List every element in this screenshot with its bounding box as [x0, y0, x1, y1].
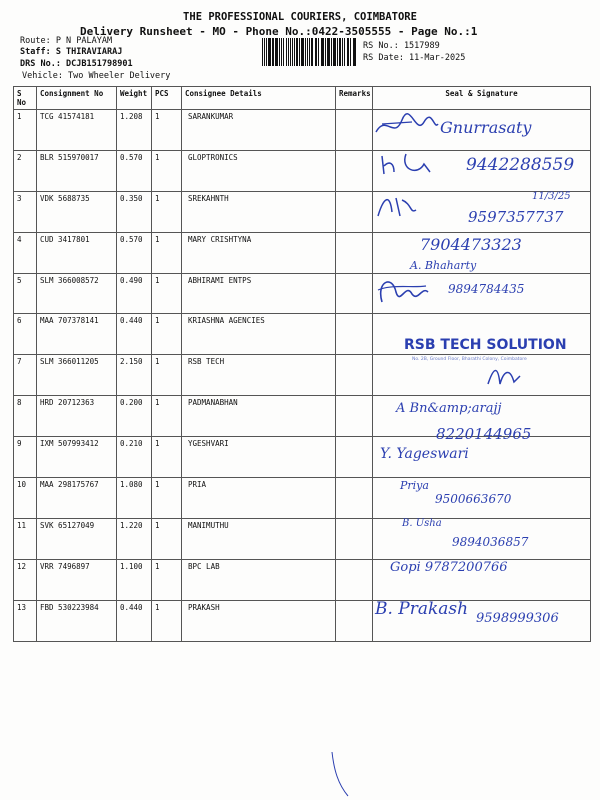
cell-remarks — [336, 396, 373, 437]
barcode-bar — [348, 38, 349, 66]
table-row — [14, 396, 591, 437]
rs-number: RS No.: 1517989 — [363, 41, 440, 51]
cell-weight: 0.570 — [117, 232, 152, 273]
barcode-bar — [286, 38, 287, 66]
cell-weight: 1.080 — [117, 478, 152, 519]
table-row — [14, 437, 591, 478]
cell-sno: 12 — [14, 559, 37, 600]
barcode-bar — [292, 38, 293, 66]
company-stamp-address: No. 2B, Ground Floor, Bharathi Colony, Coimbatore — [412, 357, 527, 362]
cell-remarks — [336, 518, 373, 559]
barcode-bar — [277, 38, 278, 66]
table-row — [14, 232, 591, 273]
table-row — [14, 314, 591, 355]
cell-weight: 0.440 — [117, 314, 152, 355]
barcode-bar — [316, 38, 317, 66]
rs-date: RS Date: 11-Mar-2025 — [363, 53, 466, 63]
handwritten-phone-row2: 9442288559 — [466, 155, 575, 175]
col-header-consignee: Consignee Details — [182, 87, 336, 110]
cell-consignment: TCG 41574181 — [37, 110, 117, 151]
cell-consignee: GLOPTRONICS — [182, 150, 336, 191]
table-row — [14, 478, 591, 519]
cell-signature — [373, 437, 591, 478]
table-row — [14, 600, 591, 641]
col-header-signature: Seal & Signature — [373, 87, 591, 110]
table-row — [14, 150, 591, 191]
handwritten-phone-row11: 9894036857 — [452, 535, 529, 549]
barcode-bar — [331, 38, 332, 66]
handwritten-phone-row5: 9894784435 — [448, 282, 525, 296]
cell-pcs: 1 — [152, 437, 182, 478]
barcode-bar — [279, 38, 280, 66]
cell-consignment: MAA 298175767 — [37, 478, 117, 519]
handwritten-phone-row8: 8220144965 — [436, 425, 532, 443]
cell-pcs: 1 — [152, 110, 182, 151]
cell-consignee: PRAKASH — [182, 600, 336, 641]
cell-weight: 1.208 — [117, 110, 152, 151]
barcode-bar — [283, 38, 285, 66]
barcode-bar — [354, 38, 356, 66]
cell-remarks — [336, 150, 373, 191]
table-row — [14, 110, 591, 151]
barcode-bar — [299, 38, 300, 66]
cell-consignment: CUD 3417801 — [37, 232, 117, 273]
cell-consignee: RSB TECH — [182, 355, 336, 396]
cell-sno: 4 — [14, 232, 37, 273]
barcode-bar — [337, 38, 338, 66]
cell-consignee: PADMANABHAN — [182, 396, 336, 437]
cell-consignment: VDK 5688735 — [37, 191, 117, 232]
cell-consignment: MAA 707378141 — [37, 314, 117, 355]
cell-consignee: BPC LAB — [182, 559, 336, 600]
barcode — [262, 38, 357, 66]
company-title: THE PROFESSIONAL COURIERS, COIMBATORE — [183, 11, 417, 23]
cell-weight: 2.150 — [117, 355, 152, 396]
cell-signature — [373, 355, 591, 396]
staff-label: Staff: S THIRAVIARAJ — [20, 47, 123, 57]
cell-sno: 11 — [14, 518, 37, 559]
barcode-bar — [264, 38, 265, 66]
cell-pcs: 1 — [152, 478, 182, 519]
cell-pcs: 1 — [152, 191, 182, 232]
cell-pcs: 1 — [152, 600, 182, 641]
cell-weight: 0.440 — [117, 600, 152, 641]
cell-pcs: 1 — [152, 559, 182, 600]
cell-remarks — [336, 314, 373, 355]
cell-consignment: BLR 515970017 — [37, 150, 117, 191]
cell-remarks — [336, 191, 373, 232]
cell-sno: 10 — [14, 478, 37, 519]
cell-sno: 6 — [14, 314, 37, 355]
cell-pcs: 1 — [152, 150, 182, 191]
runsheet-subtitle: Delivery Runsheet - MO - Phone No.:0422-3505555 - Page No.:1 — [80, 25, 478, 38]
barcode-bar — [296, 38, 298, 66]
company-stamp: RSB TECH SOLUTION — [404, 337, 567, 353]
table-row — [14, 273, 591, 314]
stray-pen-mark — [326, 750, 356, 800]
handwritten-name-row13: B. Prakash — [375, 599, 469, 619]
table-row — [14, 518, 591, 559]
cell-consignment: FBD 530223984 — [37, 600, 117, 641]
cell-consignee: KRIASHNA AGENCIES — [182, 314, 336, 355]
cell-consignment: SVK 65127049 — [37, 518, 117, 559]
cell-consignee: MANIMUTHU — [182, 518, 336, 559]
cell-remarks — [336, 110, 373, 151]
cell-signature — [373, 191, 591, 232]
cell-sno: 1 — [14, 110, 37, 151]
barcode-bar — [322, 38, 324, 66]
table-row — [14, 191, 591, 232]
cell-signature — [373, 232, 591, 273]
cell-weight: 1.100 — [117, 559, 152, 600]
cell-sno: 2 — [14, 150, 37, 191]
handwritten-date-row3: 11/3/25 — [532, 191, 571, 202]
runsheet-table — [13, 86, 591, 642]
cell-remarks — [336, 232, 373, 273]
barcode-bar — [272, 38, 273, 66]
cell-signature — [373, 110, 591, 151]
handwritten-text-row12: Gopi 9787200766 — [390, 560, 508, 575]
barcode-bar — [302, 38, 303, 66]
cell-remarks — [336, 273, 373, 314]
col-header-weight: Weight — [117, 87, 152, 110]
table-row — [14, 559, 591, 600]
cell-consignee: MARY CRISHTYNA — [182, 232, 336, 273]
barcode-bar — [311, 38, 313, 66]
cell-pcs: 1 — [152, 396, 182, 437]
handwritten-phone-row3: 9597357737 — [468, 208, 564, 226]
barcode-bar — [270, 38, 271, 66]
cell-consignee: SREKAHNTH — [182, 191, 336, 232]
vehicle-label: Vehicle: Two Wheeler Delivery — [22, 71, 171, 81]
barcode-bar — [335, 38, 336, 66]
cell-signature — [373, 273, 591, 314]
cell-sno: 9 — [14, 437, 37, 478]
handwritten-phone-row13: 9598999306 — [476, 611, 559, 626]
cell-weight: 0.210 — [117, 437, 152, 478]
cell-consignee: YGESHVARI — [182, 437, 336, 478]
cell-signature — [373, 396, 591, 437]
cell-consignment: SLM 366008572 — [37, 273, 117, 314]
cell-remarks — [336, 600, 373, 641]
cell-consignee: ABHIRAMI ENTPS — [182, 273, 336, 314]
barcode-bar — [344, 38, 345, 66]
cell-sno: 3 — [14, 191, 37, 232]
cell-sno: 5 — [14, 273, 37, 314]
handwritten-name-row11: B. Usha — [402, 518, 442, 529]
cell-pcs: 1 — [152, 518, 182, 559]
cell-sno: 8 — [14, 396, 37, 437]
cell-weight: 0.570 — [117, 150, 152, 191]
cell-remarks — [336, 478, 373, 519]
cell-signature — [373, 314, 591, 355]
handwritten-name-row1: Gnurrasaty — [440, 118, 532, 137]
cell-weight: 1.220 — [117, 518, 152, 559]
cell-signature — [373, 150, 591, 191]
cell-signature — [373, 600, 591, 641]
handwritten-phone-row10: 9500663670 — [435, 492, 512, 506]
cell-consignment: HRD 20712363 — [37, 396, 117, 437]
handwritten-phone-row4: 7904473323 — [420, 235, 522, 254]
barcode-bar — [309, 38, 310, 66]
cell-pcs: 1 — [152, 355, 182, 396]
barcode-bar — [328, 38, 329, 66]
table-row — [14, 355, 591, 396]
barcode-bar — [318, 38, 319, 66]
cell-consignment: IXM 507993412 — [37, 437, 117, 478]
col-header-sno: S No — [14, 87, 37, 110]
barcode-bar — [342, 38, 343, 66]
cell-signature — [373, 478, 591, 519]
cell-pcs: 1 — [152, 273, 182, 314]
cell-consignee: PRIA — [182, 478, 336, 519]
cell-weight: 0.350 — [117, 191, 152, 232]
cell-remarks — [336, 355, 373, 396]
cell-signature — [373, 559, 591, 600]
cell-pcs: 1 — [152, 314, 182, 355]
handwritten-name-row8: A Bn&amp;arajj — [396, 401, 502, 416]
col-header-pcs: PCS — [152, 87, 182, 110]
barcode-bar — [350, 38, 351, 66]
cell-remarks — [336, 559, 373, 600]
col-header-consignment: Consignment No — [37, 87, 117, 110]
barcode-bar — [305, 38, 306, 66]
handwritten-name-row5: A. Bhaharty — [410, 259, 477, 272]
handwritten-name-row10: Priya — [400, 479, 429, 492]
barcode-bar — [325, 38, 326, 66]
cell-consignment: VRR 7496897 — [37, 559, 117, 600]
handwritten-name-row9: Y. Yageswari — [380, 446, 469, 462]
drs-number: DRS No.: DCJB151798901 — [20, 59, 133, 69]
barcode-bar — [266, 38, 267, 66]
col-header-remarks: Remarks — [336, 87, 373, 110]
barcode-bar — [290, 38, 291, 66]
cell-sno: 7 — [14, 355, 37, 396]
cell-signature — [373, 518, 591, 559]
cell-weight: 0.490 — [117, 273, 152, 314]
cell-consignment: SLM 366011205 — [37, 355, 117, 396]
table-header-row — [14, 87, 591, 110]
cell-consignee: SARANKUMAR — [182, 110, 336, 151]
cell-sno: 13 — [14, 600, 37, 641]
cell-remarks — [336, 437, 373, 478]
cell-pcs: 1 — [152, 232, 182, 273]
route-label: Route: P N PALAYAM — [20, 36, 113, 46]
cell-weight: 0.200 — [117, 396, 152, 437]
